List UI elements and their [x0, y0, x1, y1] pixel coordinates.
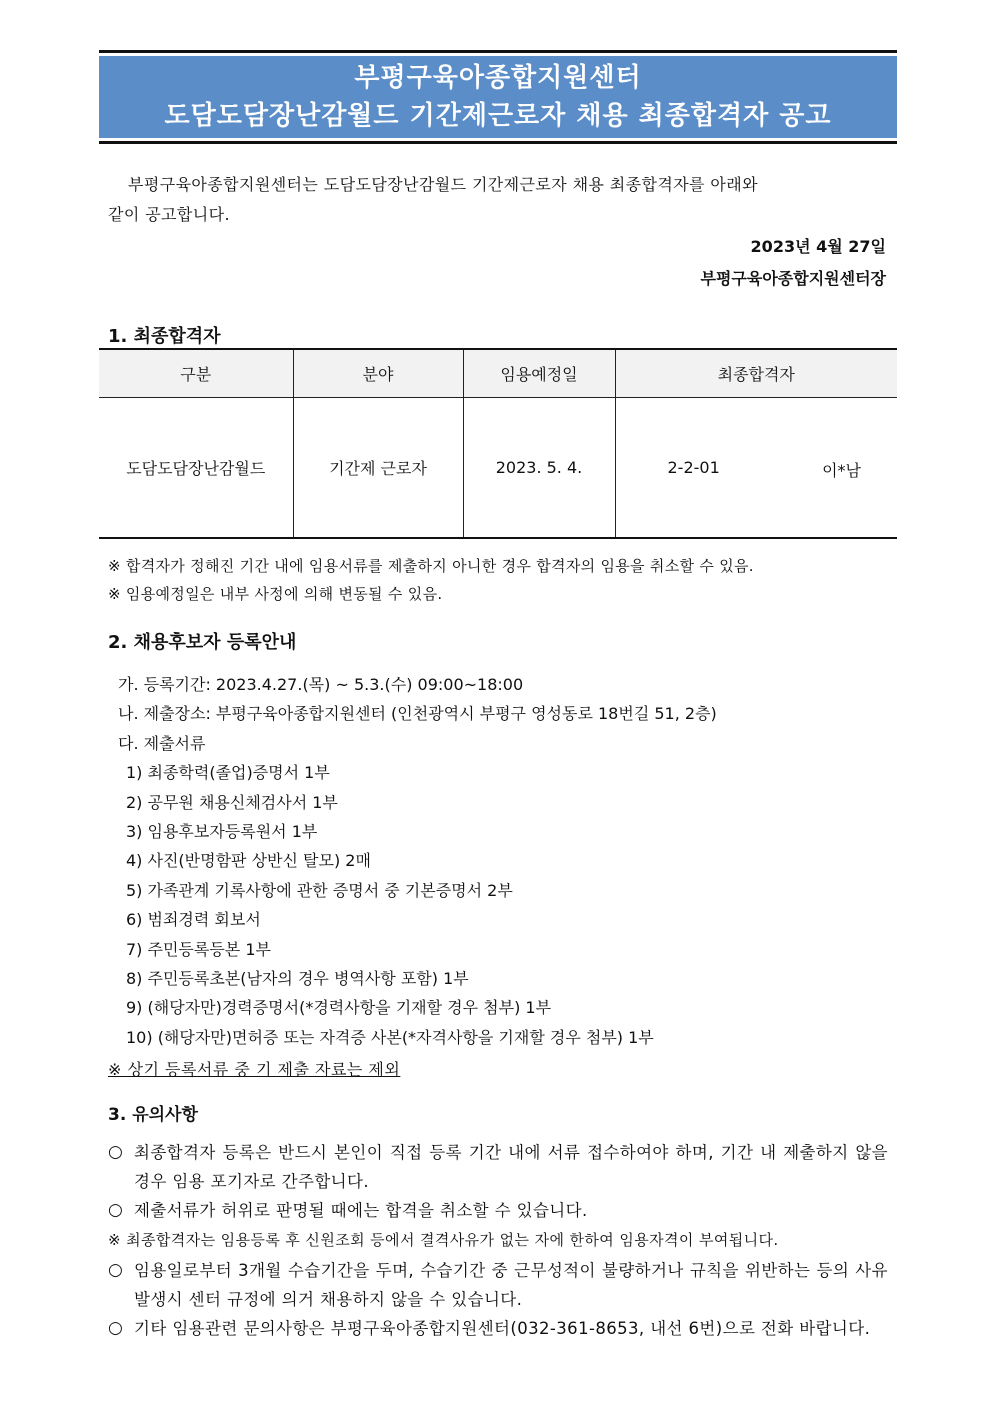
- title-line-1: 부평구육아종합지원센터: [354, 63, 642, 93]
- list-item: 8) 주민등록초본(남자의 경우 병역사항 포함) 1부: [126, 969, 469, 989]
- section1-title: 1. 최종합격자: [108, 326, 221, 347]
- registration-info: [118, 670, 717, 1052]
- cell-final: [615, 397, 897, 538]
- registration-period: 가. 등록기간: 2023.4.27.(목) ~ 5.3.(수) 09:00~18:00: [118, 675, 524, 694]
- note-date-change: ※ 임용예정일은 내부 사정에 의해 변동될 수 있음.: [108, 585, 443, 603]
- note-cancel: ※ 합격자가 정해진 기간 내에 임용서류를 제출하지 아니한 경우 합격자의 임용을 취소할 수 있음.: [108, 557, 754, 575]
- circle-bullet-icon: ○: [108, 1200, 124, 1220]
- precaution-background-check: ※ 최종합격자는 임용등록 후 신원조회 등에서 결격사유가 없는 자에 한하여 임용자격이 부여됩니다.: [108, 1231, 779, 1249]
- documents-exclusion-note: ※ 상기 등록서류 중 기 제출 자료는 제외: [108, 1060, 401, 1079]
- cell-category: 도담도담장난감월드: [99, 397, 293, 538]
- header-category: 구분: [99, 349, 293, 397]
- precaution-probation: 임용일로부터 3개월 수습기간을 두며, 수습기간 중 근무성적이 불량하거나 규칙을 위반하는 등의 사유 발생시 센터 규정에 의거 채용하지 않을 수 있습니다.: [134, 1261, 888, 1309]
- list-item: 4) 사진(반명함판 상반신 탈모) 2매: [126, 851, 371, 871]
- precaution-registration: 최종합격자 등록은 반드시 본인이 직접 등록 기간 내에 서류 접수하여야 하며, 기간 내 제출하지 않을 경우 임용 포기자로 간주합니다.: [134, 1143, 888, 1191]
- header-field: 분야: [293, 349, 463, 397]
- submission-place: 나. 제출장소: 부평구육아종합지원센터 (인천광역시 부평구 영성동로 18번길 51, 2층): [118, 704, 717, 724]
- list-item: 1) 최종학력(졸업)증명서 1부: [126, 763, 330, 783]
- table-row: [99, 397, 897, 538]
- section3-title: 3. 유의사항: [108, 1105, 198, 1125]
- list-item: 10) (해당자만)면허증 또는 자격증 사본(*자격사항을 기재할 경우 첨부) 1부: [126, 1027, 654, 1047]
- candidate-number: 2-2-01: [667, 457, 720, 477]
- list-item: 6) 범죄경력 회보서: [126, 910, 261, 930]
- list-item: 7) 주민등록등본 1부: [126, 939, 271, 959]
- intro-text-2: 같이 공고합니다.: [108, 205, 230, 224]
- list-item: 3) 임용후보자등록원서 1부: [126, 822, 318, 842]
- announcement-date: 2023년 4월 27일: [750, 237, 886, 256]
- header-date: 임용예정일: [463, 349, 615, 397]
- intro-paragraph: [108, 170, 868, 230]
- cell-field: 기간제 근로자: [293, 397, 463, 538]
- precaution-contact: 기타 임용관련 문의사항은 부평구육아종합지원센터(032-361-8653, 내선 6번)으로 전화 바랍니다.: [134, 1319, 871, 1338]
- intro-text-1: 부평구육아종합지원센터는 도담도담장난감월드 기간제근로자 채용 최종합격자를 아래와: [128, 175, 758, 194]
- table-header-row: [99, 349, 897, 397]
- precautions-list: [108, 1138, 888, 1343]
- candidate-name: 이*남: [822, 460, 861, 480]
- title-banner: [99, 50, 897, 144]
- signer: 부평구육아종합지원센터장: [700, 269, 886, 288]
- final-result-table: [99, 348, 897, 539]
- list-item: 5) 가족관계 기록사항에 관한 증명서 중 기본증명서 2부: [126, 880, 513, 900]
- list-item: [108, 1196, 888, 1225]
- header-final: 최종합격자: [615, 349, 897, 397]
- list-item: 9) (해당자만)경력증명서(*경력사항을 기재할 경우 첨부) 1부: [126, 998, 552, 1018]
- title-line-2: 도담도담장난감월드 기간제근로자 채용 최종합격자 공고: [164, 101, 832, 131]
- circle-bullet-icon: ○: [108, 1318, 124, 1338]
- documents-label: 다. 제출서류: [118, 733, 206, 753]
- list-item: 2) 공무원 채용신체검사서 1부: [126, 792, 338, 812]
- section2-title: 2. 채용후보자 등록안내: [108, 632, 297, 653]
- list-item: [108, 1256, 888, 1314]
- precaution-false-docs: 제출서류가 허위로 판명될 때에는 합격을 취소할 수 있습니다.: [134, 1201, 588, 1220]
- list-item: [108, 1138, 888, 1196]
- cell-date: 2023. 5. 4.: [463, 397, 615, 538]
- circle-bullet-icon: ○: [108, 1260, 124, 1280]
- title-banner-fill: [99, 56, 897, 138]
- list-item: [108, 1314, 888, 1343]
- circle-bullet-icon: ○: [108, 1142, 124, 1162]
